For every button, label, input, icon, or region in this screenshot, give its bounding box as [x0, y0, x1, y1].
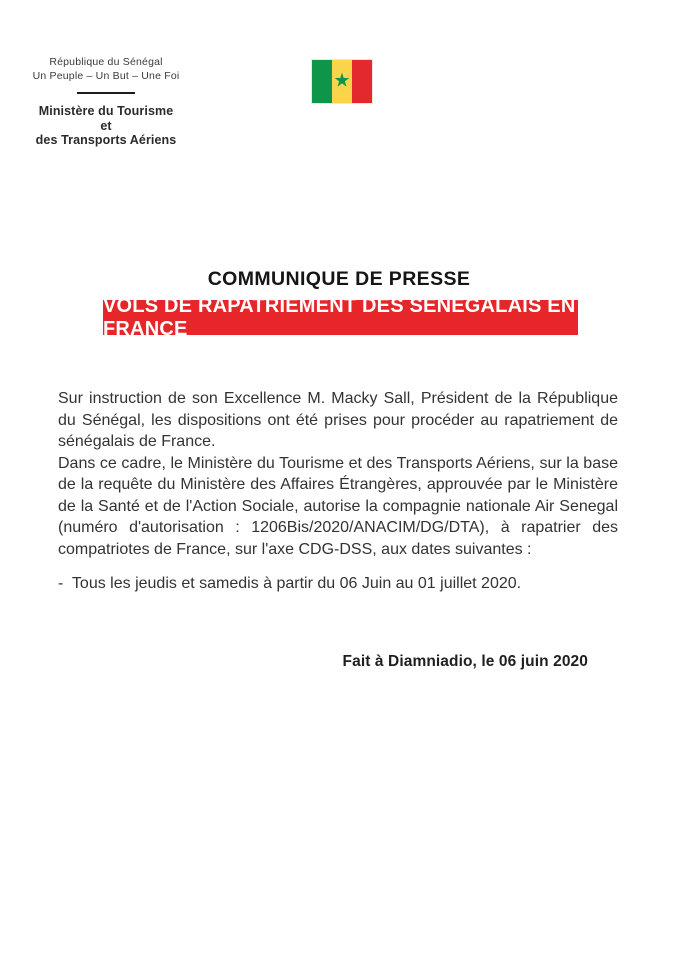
ministry-name-line-1: Ministère du Tourisme — [38, 104, 174, 118]
flag-green-stripe — [312, 60, 332, 103]
ministry-name-line-2: et — [100, 118, 112, 133]
headline-banner: VOLS DE RAPATRIEMENT DES SÉNÉGALAIS EN FRANCE — [103, 300, 578, 335]
flight-dates-bullet: - Tous les jeudis et samedis à partir du 06 Juin au 01 juillet 2020. — [58, 575, 522, 592]
senegal-flag — [312, 60, 372, 103]
body-paragraph-2: Dans ce cadre, le Ministère du Tourisme et des Transports Aériens, sur la base de la requête du Ministère des Affaires Étrangères, approuvée par le Ministère de la Santé et de l'Action Sociale, autorise la compagnie nationale Air Senegal (numéro d'autorisation : 1206Bis/2020/ANACIM/DG/DTA), à rapatrier des compatriotes de France, sur l'axe CDG-DSS, aux dates suivantes : — [58, 454, 618, 558]
flag-star-icon: ★ — [333, 70, 351, 92]
flag-red-stripe — [352, 60, 372, 103]
letterhead-divider — [77, 92, 135, 94]
dateline: Fait à Diamniadio, le 06 juin 2020 — [342, 652, 588, 670]
national-motto: Un Peuple – Un But – Une Foi — [32, 70, 180, 82]
body-text — [58, 388, 618, 672]
republic-name: République du Sénégal — [49, 56, 163, 68]
body-paragraph-1: Sur instruction de son Excellence M. Macky Sall, Président de la République du Sénégal, les dispositions ont été prises pour procéder au rapatriement de sénégalais de France. — [58, 390, 618, 450]
press-release-title: COMMUNIQUE DE PRESSE — [207, 268, 471, 290]
ministry-name-line-3: des Transports Aériens — [35, 133, 177, 147]
letterhead — [28, 55, 184, 148]
flag-yellow-stripe — [332, 60, 352, 103]
